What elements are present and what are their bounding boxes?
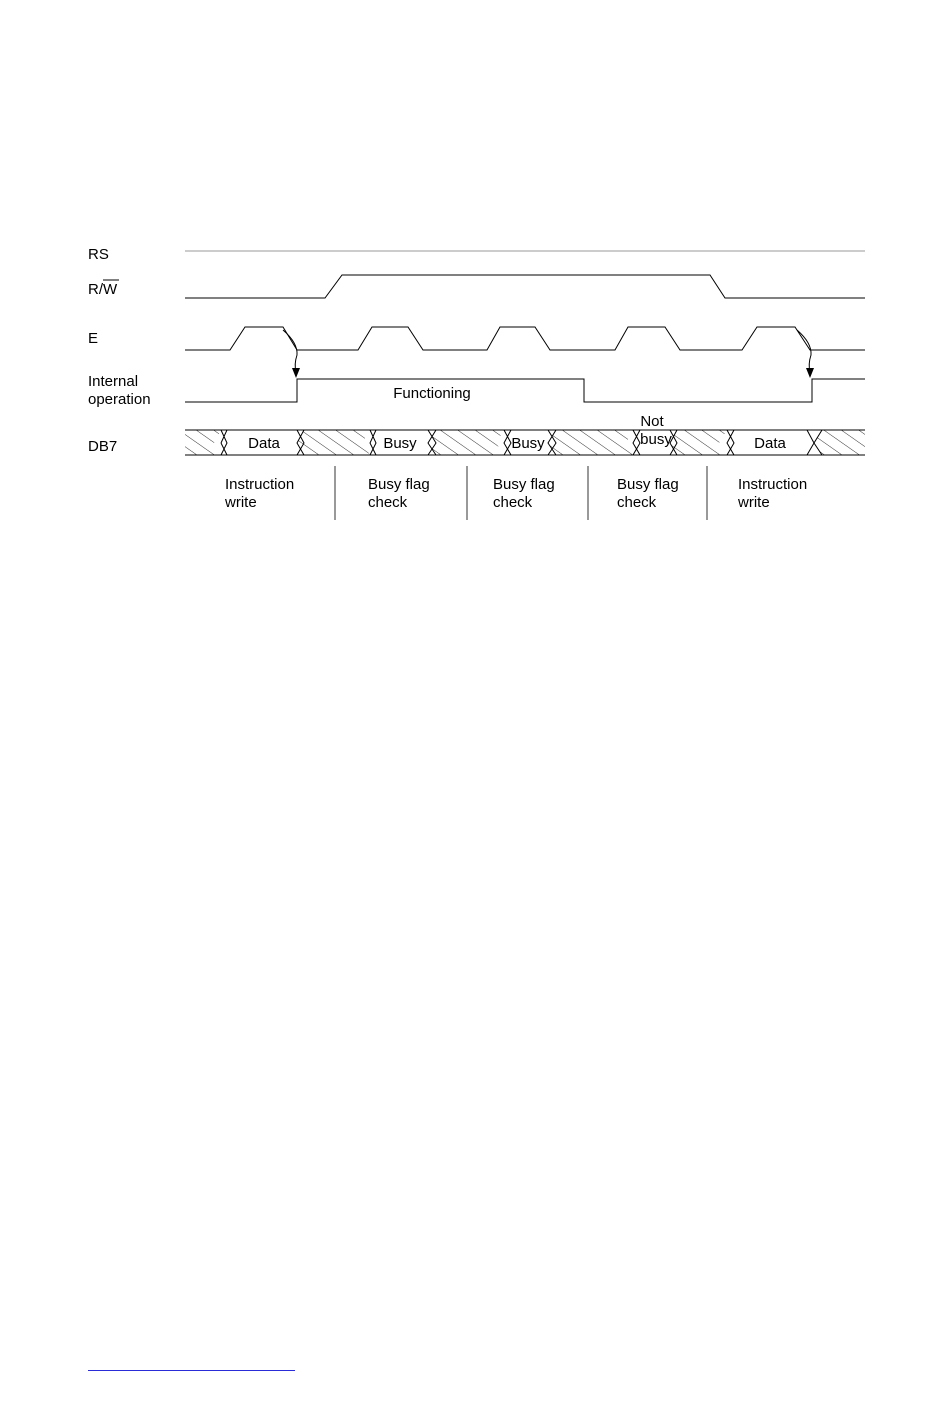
db7-dontcare-3 [428,430,504,455]
db7-notbusy-line2: busy [640,431,672,448]
phase-2-line1: Busy flag [368,476,430,493]
db7-label: DB7 [88,438,118,455]
db7-data-1: Data [248,435,280,452]
db7-transition-10 [807,430,814,455]
db7-busy-1: Busy [383,435,417,452]
internal-label-line2: operation [88,391,151,408]
db7-transition-3 [370,430,376,455]
db7-dontcare-5 [670,430,727,455]
e-waveform [185,327,865,350]
phase-2-line2: check [368,494,408,511]
phase-1-line1: Instruction [225,476,295,493]
rw-label [88,281,118,298]
functioning-label: Functioning [393,385,471,402]
db7-transition-9 [727,430,734,455]
rs-label: RS [88,246,109,263]
phase-4-line1: Busy flag [617,476,679,493]
rw-label-prefix: R/ [88,281,103,298]
db7-dontcare-1 [185,430,221,455]
e-label: E [88,330,99,347]
db7-transition-7 [633,430,640,455]
db7-transition-5b [504,430,511,455]
footer-link-underline[interactable] [88,1370,295,1371]
db7-transition-3b [370,430,376,455]
phase-1-line2: write [225,494,257,511]
phase-3-line2: check [493,494,533,511]
arrowhead-1-icon [292,368,300,378]
db7-transition-5 [504,430,511,455]
db7-dontcare-6 [814,430,865,455]
db7-data-2: Data [754,435,786,452]
e-to-internal-arrow-2 [797,330,811,372]
phase-5-line1: Instruction [738,476,808,493]
phase-5-line2: write [738,494,770,511]
db7-notbusy-line1: Not [640,413,664,430]
phase-3-line1: Busy flag [493,476,555,493]
db7-busy-2: Busy [511,435,545,452]
e-to-internal-arrow-1 [283,330,297,372]
rw-waveform [185,275,865,298]
arrowhead-2-icon [806,368,814,378]
internal-operation-waveform [185,379,865,402]
db7-transition-1 [221,430,227,455]
db7-dontcare-4 [548,430,633,455]
internal-label-line1: Internal [88,373,139,390]
db7-transition-9b [727,430,734,455]
phase-4-line2: check [617,494,657,511]
db7-transition-7b [633,430,640,455]
rw-label-bar: W [103,281,118,298]
db7-dontcare-2 [297,430,370,455]
